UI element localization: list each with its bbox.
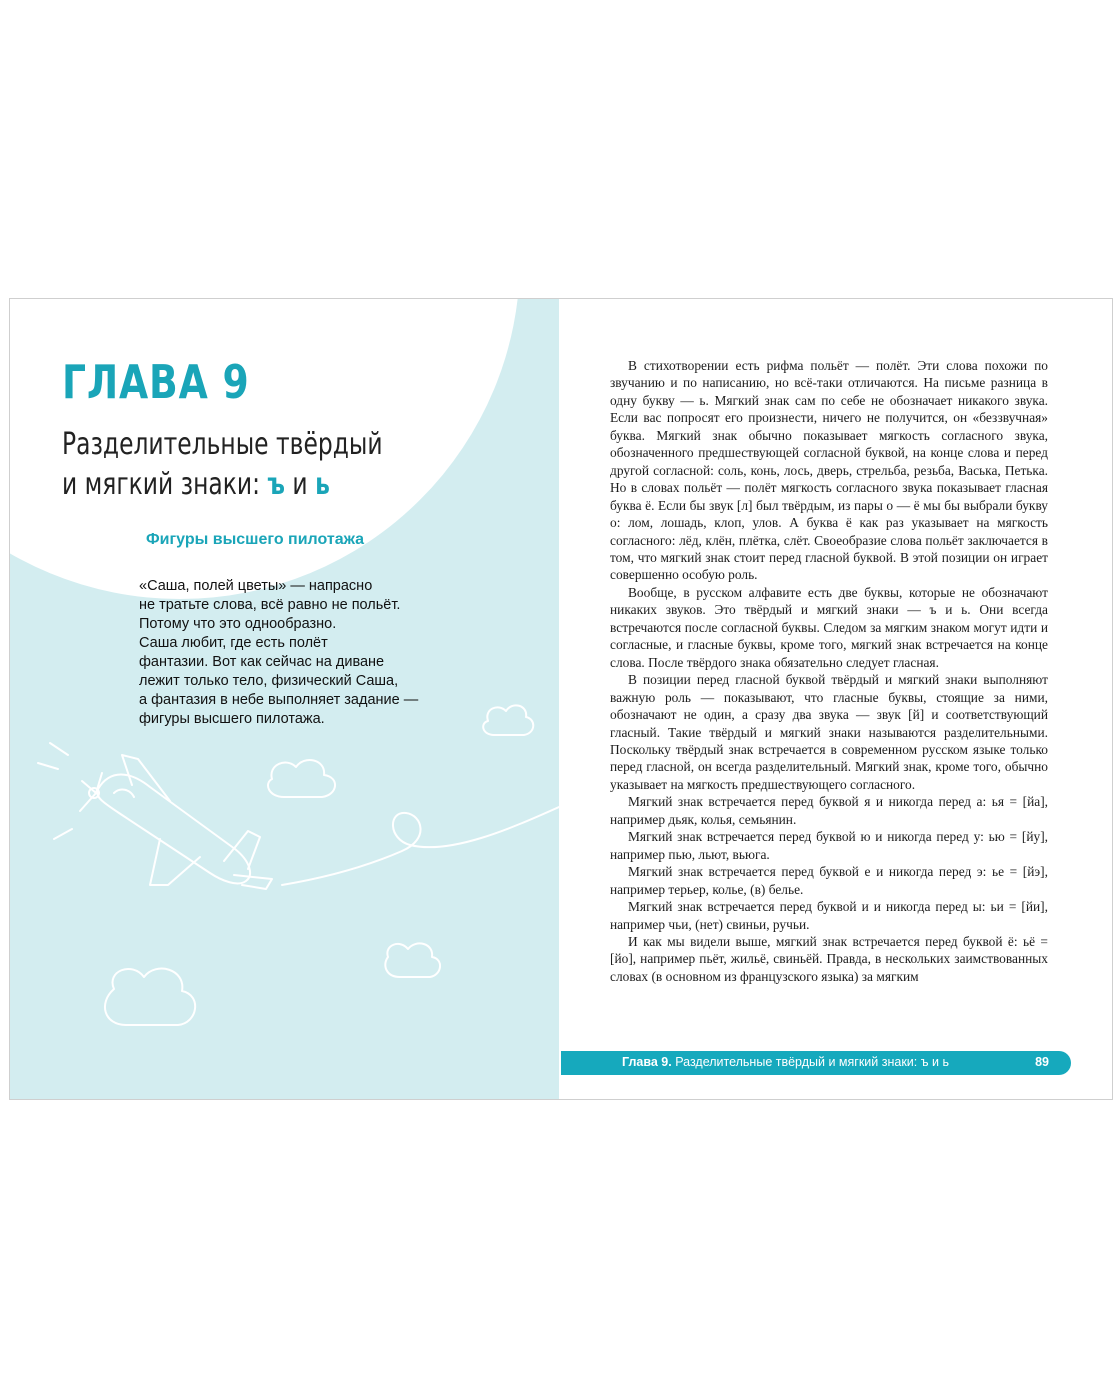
poem-line: лежит только тело, физический Саша, [139,673,399,689]
chapter-subtitle [62,425,383,505]
paragraph: В позиции перед гласной буквой твёрдый и мягкий знаки выполняют важную роль — показывают, что гласные буквы, стоящие за ними, обозначают не один, а сразу два звука — звук [й] и соответствующий гласный. Такие твёрдый и мягкий знаки называются разделительными. Поскольку твёрдый знак встречается в современном русском языке только перед гласной, он всегда разделительный. Мягкий знак, кроме того, обычно указывает на мягкость предшествующего согласного. [610,672,1048,792]
footer-chapter-name: Разделительные твёрдый и мягкий знаки: ъ и ь [671,1055,949,1069]
poem-line: не тратьте слова, всё равно не польёт. [139,597,401,613]
paragraph: Вообще, в русском алфавите есть две буквы, которые не обозначают никаких звуков. Это твёрдый и мягкий знаки — ъ и ь. Они всегда встречаются после согласной буквы. Следом за мягким знаком могут идти и согласные, и гласные буквы, кроме того, мягкий знак встречается на конце слова. После твёрдого знака обязательно следует гласная. [610,584,1048,670]
poem-line: Саша любит, где есть полёт [139,635,328,651]
chapter-title: ГЛАВА 9 [62,355,250,409]
paragraph: Мягкий знак встречается перед буквой ю и никогда перед у: ью = [йу], например пью, льют, вьюга. [610,829,1048,862]
soft-sign-letter: ь [315,467,330,502]
paragraph: В стихотворении есть рифма польёт — полёт. Эти слова похожи по звучанию и по написанию, но всё-таки отличаются. На письме разница в одну букву — ь. Мягкий знак сам по себе не обозначает никакого звука. Если вас попросят его произнести, ничего не получится, он «беззвучная» буква. Мягкий знак обычно показывает мягкость согласного звука, обозначенного предшествующей согласной буквой, на конце слова и перед другой согласной: соль, конь, лось, дверь, стрельба, резьба, Васька, Петька. Но в словах польёт — полёт мягкость согласного звука показывает гласная буква ё. Если бы звук [л] был твёрдым, из пары о — ё мы бы выбрали букву о: лом, лошадь, клоп, улов. А буква ё как раз указывает на мягкость согласного: лёд, клён, плётка, слёт. Своеобразие слова польёт заключается в том, что мягкий знак стоит перед гласной буквой. В этой позиции он играет совершенно особую роль. [610,358,1048,583]
right-page [561,299,1112,1099]
subtitle-line-2-prefix: и мягкий знаки: [62,467,268,502]
footer-chapter-number: Глава 9. [622,1055,672,1069]
left-page [10,299,559,1099]
airplane-illustration [10,689,559,1099]
poem-line: Потому что это однообразно. [139,616,337,632]
body-text [610,357,1048,985]
cloud-icon [268,760,335,797]
poem-line: фигуры высшего пилотажа. [139,711,325,727]
paragraph: Мягкий знак встречается перед буквой и и никогда перед ы: ьи = [йи], например чьи, (нет) свиньи, ручьи. [610,899,1048,932]
cloud-icon [105,969,195,1025]
section-heading: Фигуры высшего пилотажа [146,531,365,548]
paragraph: Мягкий знак встречается перед буквой е и никогда перед э: ье = [йэ], например терьер, колье, (в) белье. [610,864,1048,897]
poem-line: фантазии. Вот как сейчас на диване [139,654,385,670]
subtitle-conjunction: и [284,467,316,502]
poem-line: а фантазия в небе выполняет задание — [139,692,419,708]
paragraph: И как мы видели выше, мягкий знак встречается перед буквой ё: ьё = [йо], например пьёт, жильё, свиньёй. Правда, в нескольких заимствованных словах (в основном из французского языка) за мягким [610,933,1048,984]
book-spread [9,298,1113,1100]
page-number: 89 [1035,1055,1049,1069]
poem-line: «Саша, полей цветы» — напрасно [139,578,373,594]
running-footer [561,1051,1071,1075]
hard-sign-letter: ъ [267,467,285,502]
airplane-icon [38,743,272,889]
loop-trail-icon [282,807,559,885]
cloud-icon [385,943,440,977]
footer-chapter-label [622,1055,949,1069]
cloud-icon [483,705,533,735]
subtitle-line-1: Разделительные твёрдый [62,427,383,462]
paragraph: Мягкий знак встречается перед буквой я и никогда перед а: ья = [йа], например дьяк, колья, семьянин. [610,794,1048,827]
